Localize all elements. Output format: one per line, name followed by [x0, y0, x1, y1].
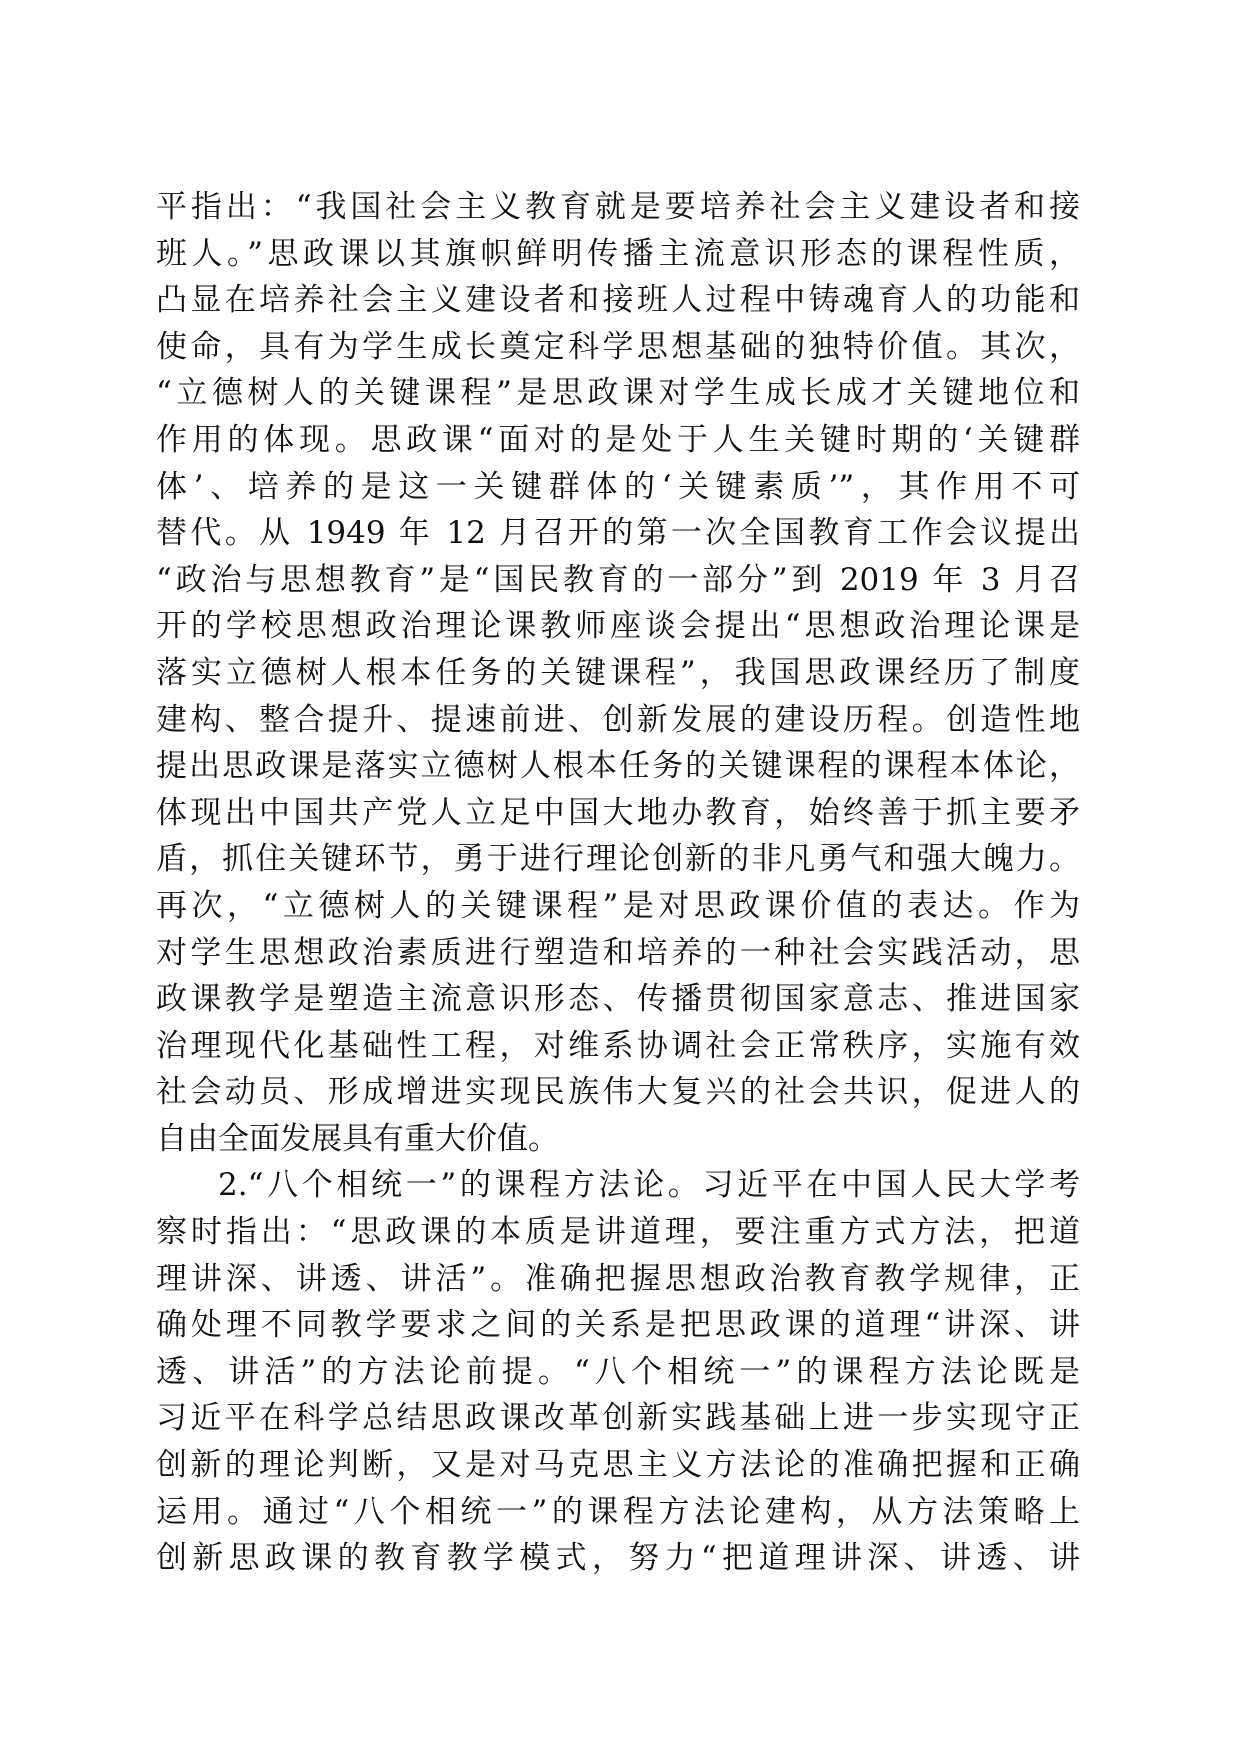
text-line: 运用。通过“八个相统一”的课程方法论建构，从方法策略上 [156, 1493, 1080, 1530]
text-line: 对学生思想政治素质进行塑造和培养的一种社会实践活动，思 [156, 934, 1080, 971]
text-line: 班人。”思政课以其旗帜鲜明传播主流意识形态的课程性质， [156, 235, 1080, 272]
text-line: 再次，“立德树人的关键课程”是对思政课价值的表达。作为 [156, 887, 1080, 924]
text-line: 体’、培养的是这一关键群体的‘关键素质’”，其作用不可 [156, 468, 1080, 505]
section-heading-line: 2.“八个相统一”的课程方法论。习近平在中国人民大学考 [218, 1167, 1080, 1204]
text-line: 政课教学是塑造主流意识形态、传播贯彻国家意志、推进国家 [156, 981, 1080, 1018]
text-line: “政治与思想教育”是“国民教育的一部分”到 2019 年 3 月召 [156, 561, 1080, 598]
text-line: “立德树人的关键课程”是思政课对学生成长成才关键地位和 [156, 375, 1080, 412]
text-line: 体现出中国共产党人立足中国大地办教育，始终善于抓主要矛 [156, 794, 1080, 831]
text-line: 理讲深、讲透、讲活”。准确把握思想政治教育教学规律，正 [156, 1260, 1080, 1297]
text-line: 创新思政课的教育教学模式，努力“把道理讲深、讲透、讲 [156, 1540, 1080, 1577]
text-line: 治理现代化基础性工程，对维系协调社会正常秩序，实施有效 [156, 1027, 1080, 1064]
text-line: 落实立德树人根本任务的关键课程”，我国思政课经历了制度 [156, 654, 1080, 691]
text-line: 使命，具有为学生成长奠定科学思想基础的独特价值。其次， [156, 328, 1080, 365]
text-line: 凸显在培养社会主义建设者和接班人过程中铸魂育人的功能和 [156, 282, 1080, 319]
text-line: 确处理不同教学要求之间的关系是把思政课的道理“讲深、讲 [156, 1307, 1080, 1344]
text-line: 盾，抓住关键环节，勇于进行理论创新的非凡勇气和强大魄力。 [156, 841, 1080, 878]
text-line: 创新的理论判断，又是对马克思主义方法论的准确把握和正确 [156, 1447, 1080, 1484]
text-line: 建构、整合提升、提速前进、创新发展的建设历程。创造性地 [156, 701, 1080, 738]
text-line: 察时指出：“思政课的本质是讲道理，要注重方式方法，把道 [156, 1214, 1080, 1251]
text-line: 透、讲活”的方法论前提。“八个相统一”的课程方法论既是 [156, 1353, 1080, 1390]
text-line: 替代。从 1949 年 12 月召开的第一次全国教育工作会议提出 [156, 515, 1080, 552]
text-line: 提出思政课是落实立德树人根本任务的关键课程的课程本体论， [156, 748, 1080, 785]
text-line: 平指出：“我国社会主义教育就是要培养社会主义建设者和接 [156, 189, 1080, 225]
body-text [156, 184, 1080, 1582]
text-line: 社会动员、形成增进实现民族伟大复兴的社会共识，促进人的 [156, 1074, 1080, 1111]
text-line: 习近平在科学总结思政课改革创新实践基础上进一步实现守正 [156, 1400, 1080, 1437]
text-line: 自由全面发展具有重大价值。 [156, 1120, 559, 1157]
text-line: 开的学校思想政治理论课教师座谈会提出“思想政治理论课是 [156, 608, 1080, 645]
text-line: 作用的体现。思政课“面对的是处于人生关键时期的‘关键群 [156, 421, 1080, 458]
